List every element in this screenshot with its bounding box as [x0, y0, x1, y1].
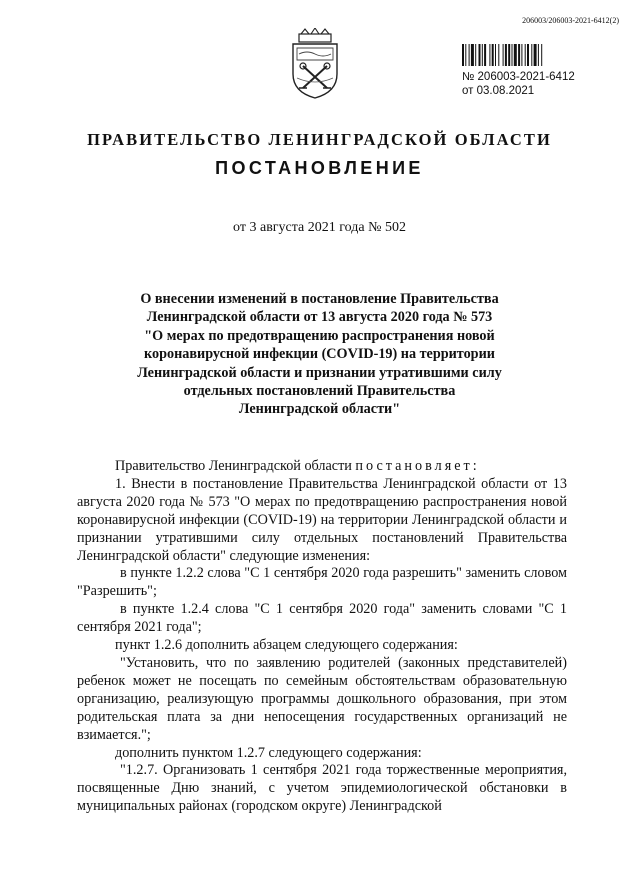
subject-line: О внесении изменений в постановление Правительства	[140, 291, 499, 307]
document-subject	[90, 290, 549, 419]
body-paragraph: дополнить пунктом 1.2.7 следующего содержания:	[115, 744, 422, 761]
subject-line: отдельных постановлений Правительства	[183, 383, 456, 400]
document-body	[77, 458, 567, 816]
preamble	[77, 458, 567, 476]
body-paragraph: "1.2.7. Организовать 1 сентября 2021 года торжественные мероприятия, посвященные Дню знаний, с учетом эпидемиологической обстановки в муниципальных районах (городском округе) Ленинградской	[77, 762, 567, 815]
registration-date: от 03.08.2021	[462, 85, 535, 97]
body-paragraph: в пункте 1.2.2 слова "С 1 сентября 2020 года разрешить" заменить словом "Разрешить";	[77, 565, 567, 600]
preamble-text: Правительство Ленинградской области	[115, 458, 356, 474]
authority-title: ПРАВИТЕЛЬСТВО ЛЕНИНГРАДСКОЙ ОБЛАСТИ	[87, 130, 552, 149]
preamble-action: постановляет:	[355, 458, 480, 474]
document-type: ПОСТАНОВЛЕНИЕ	[215, 158, 424, 178]
body-paragraph: в пункте 1.2.4 слова "С 1 сентября 2020 года" заменить словами "С 1 сентября 2021 года";	[77, 601, 567, 636]
barcode-icon	[462, 44, 574, 66]
registration-number: № 206003-2021-6412	[462, 71, 575, 83]
document-date: от 3 августа 2021 года № 502	[233, 220, 406, 235]
subject-line: Ленинградской области от 13 августа 2020 года № 573	[146, 309, 493, 326]
subject-line: коронавирусной инфекции (COVID-19) на территории	[144, 346, 495, 363]
body-paragraph: 1. Внести в постановление Правительства Ленинградской области от 13 августа 2020 года № 573 "О мерах по предотвращению распространения новой коронавирусной инфекции (COVID-19) на территории Ленинградской области и признании утратившими силу отдельных постановлений Правительства Ленинградской области" следующие изменения:	[77, 475, 567, 564]
document-reference: 206003/206003-2021-6412(2)	[522, 16, 619, 25]
body-paragraph: "Установить, что по заявлению родителей (законных представителей) ребенок может не посещать по семейным обстоятельствам образовательную организацию, реализующую программы дошкольного образования, при этом родительская плата за дни непосещения государственных организаций не взимается.";	[77, 654, 567, 743]
coat-of-arms-icon	[285, 28, 345, 100]
subject-line: "О мерах по предотвращению распространения новой	[144, 327, 495, 344]
subject-line: Ленинградской области и признании утратившими силу	[137, 364, 502, 381]
registration-stamp	[462, 70, 575, 98]
subject-line: Ленинградской области"	[238, 401, 401, 418]
body-paragraph: пункт 1.2.6 дополнить абзацем следующего содержания:	[115, 637, 458, 654]
